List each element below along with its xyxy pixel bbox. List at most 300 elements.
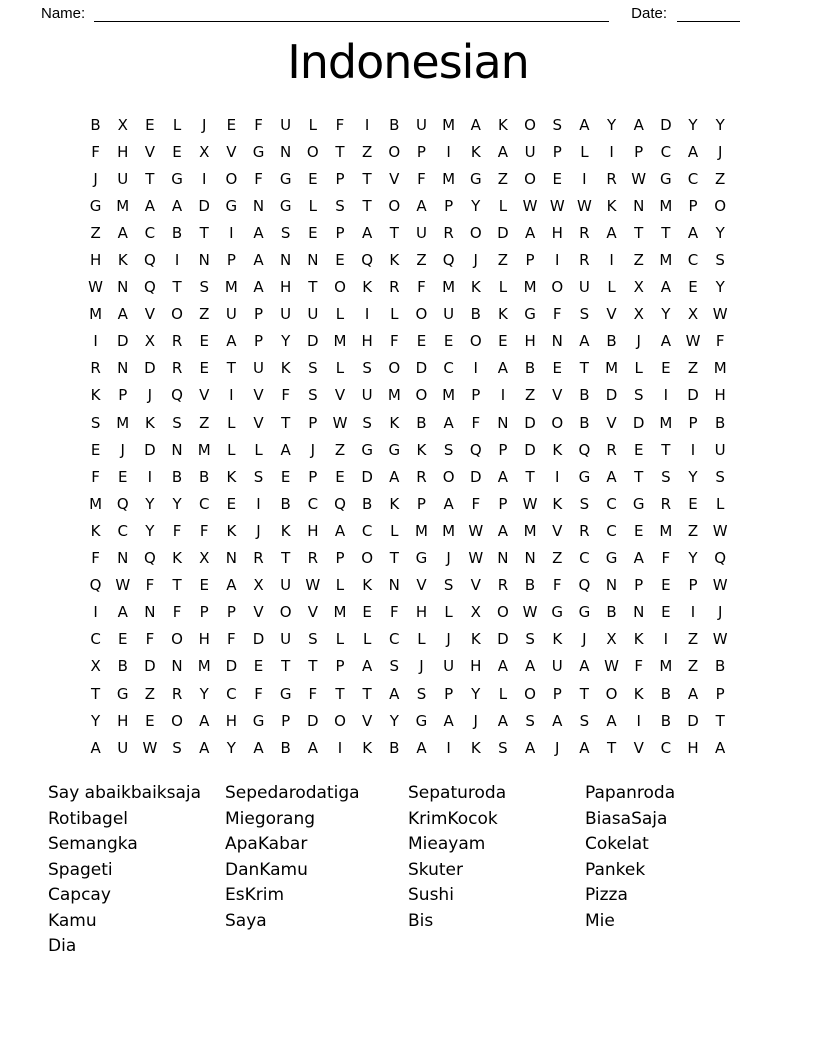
grid-cell: T (281, 657, 291, 676)
grid-cell: G (225, 196, 238, 215)
grid-cell: Y (715, 278, 725, 297)
grid-cell: J (446, 549, 451, 568)
grid-cell: G (171, 169, 183, 188)
word-list-item: Dia (48, 936, 77, 956)
grid-cell: K (144, 413, 155, 432)
grid-cell: Q (442, 251, 455, 270)
grid-cell: N (171, 440, 183, 459)
grid-cell: A (579, 115, 590, 134)
grid-cell: P (335, 223, 345, 242)
grid-cell: O (388, 359, 401, 378)
grid-cell: J (446, 630, 451, 649)
grid-cell: A (253, 738, 264, 757)
grid-cell: I (201, 169, 207, 188)
grid-cell: I (364, 115, 370, 134)
grid-cell: M (442, 278, 456, 297)
grid-cell: T (362, 169, 372, 188)
grid-cell: C (443, 359, 454, 378)
grid-cell: Z (90, 223, 101, 242)
grid-cell: T (715, 711, 725, 730)
grid-cell: D (116, 332, 129, 351)
grid-cell: F (199, 521, 209, 540)
grid-cell: S (308, 630, 318, 649)
word-list-item: Capcay (48, 885, 111, 905)
grid-cell: P (634, 576, 644, 595)
grid-cell: E (335, 467, 345, 486)
grid-cell: E (172, 142, 182, 161)
grid-cell: S (172, 738, 182, 757)
grid-cell: K (280, 359, 291, 378)
grid-cell: S (308, 359, 318, 378)
grid-cell: N (225, 549, 237, 568)
grid-cell: A (687, 142, 699, 161)
grid-cell: S (335, 196, 345, 215)
grid-cell: D (524, 413, 536, 432)
grid-cell: Y (226, 738, 236, 757)
grid-cell: G (660, 169, 672, 188)
grid-cell: T (389, 549, 399, 568)
grid-cell: Q (361, 251, 374, 270)
grid-cell: Z (715, 169, 726, 188)
grid-cell: W (142, 738, 158, 757)
grid-cell: Q (116, 494, 129, 513)
word-list-item: Sepedarodatiga (225, 783, 360, 803)
grid-cell: O (361, 549, 374, 568)
grid-cell: B (606, 332, 617, 351)
grid-cell: T (606, 738, 617, 757)
grid-cell: D (144, 440, 156, 459)
grid-cell: I (555, 251, 560, 270)
grid-cell: V (606, 413, 617, 432)
grid-cell: V (552, 386, 563, 405)
grid-cell: E (335, 251, 345, 270)
grid-cell: E (199, 359, 209, 378)
grid-cell: P (552, 684, 562, 703)
puzzle-title: Indonesian (287, 35, 529, 89)
grid-cell: H (280, 278, 292, 297)
grid-cell: N (171, 657, 183, 676)
grid-cell: D (632, 413, 645, 432)
grid-cell: R (606, 169, 617, 188)
grid-cell: Y (90, 711, 101, 730)
grid-cell: A (362, 223, 373, 242)
grid-cell: F (227, 630, 236, 649)
grid-cell: L (498, 684, 508, 703)
grid-cell: J (636, 332, 641, 351)
grid-cell: A (253, 251, 264, 270)
grid-cell: D (687, 386, 699, 405)
grid-cell: Y (606, 115, 617, 134)
grid-cell: E (226, 115, 237, 134)
grid-cell: E (633, 521, 644, 540)
grid-cell: Z (199, 413, 210, 432)
grid-cell: I (663, 630, 669, 649)
grid-cell: G (469, 169, 482, 188)
grid-cell: W (332, 413, 348, 432)
grid-cell: K (280, 521, 291, 540)
grid-cell: U (117, 738, 129, 757)
grid-cell: V (470, 576, 481, 595)
grid-cell: Y (688, 467, 698, 486)
grid-cell: A (389, 467, 400, 486)
grid-cell: X (253, 576, 264, 595)
grid-cell: J (256, 521, 261, 540)
word-list-column (408, 781, 585, 960)
grid-cell: L (634, 359, 643, 378)
grid-cell: G (361, 440, 373, 459)
grid-cell: K (633, 684, 644, 703)
word-list-item: BiasaSaja (585, 808, 668, 829)
grid-cell: B (660, 711, 671, 730)
grid-cell: U (280, 630, 292, 649)
grid-cell: K (552, 494, 563, 513)
grid-cell: V (362, 711, 373, 730)
grid-cell: I (690, 440, 696, 459)
grid-cell: C (389, 630, 400, 649)
grid-cell: S (579, 711, 590, 730)
grid-cell: M (659, 413, 673, 432)
grid-cell: K (90, 521, 101, 540)
grid-cell: H (361, 332, 373, 351)
grid-cell: Y (471, 196, 481, 215)
grid-cell: A (715, 738, 726, 757)
grid-cell: T (281, 413, 291, 432)
grid-cell: T (634, 467, 644, 486)
grid-cell: H (687, 738, 699, 757)
grid-cell: R (171, 332, 183, 351)
grid-cell: S (389, 657, 400, 676)
grid-cell: E (498, 332, 508, 351)
grid-cell: B (361, 494, 373, 513)
word-list-item: DanKamu (225, 859, 308, 880)
grid-cell: X (633, 305, 644, 324)
grid-cell: A (497, 711, 509, 730)
word-list-item: EsKrim (225, 885, 285, 905)
grid-cell: C (307, 494, 319, 513)
word-list-item: Saya (225, 910, 267, 931)
grid-cell: Q (578, 440, 591, 459)
grid-cell: A (117, 223, 128, 242)
grid-cell: S (525, 630, 535, 649)
grid-cell: P (525, 251, 535, 270)
grid-cell: X (470, 603, 481, 622)
grid-cell: B (579, 386, 590, 405)
grid-cell: V (416, 576, 427, 595)
grid-cell: I (446, 142, 451, 161)
grid-cell: Y (199, 684, 209, 703)
grid-cell: A (470, 115, 481, 134)
grid-cell: X (199, 142, 210, 161)
grid-cell: D (415, 359, 428, 378)
grid-cell: B (199, 467, 210, 486)
grid-cell: Y (471, 684, 481, 703)
grid-cell: X (687, 305, 699, 324)
grid-cell: Y (145, 494, 155, 513)
grid-cell: O (524, 115, 536, 134)
grid-cell: A (253, 223, 264, 242)
grid-cell: U (443, 657, 455, 676)
grid-cell: V (552, 521, 563, 540)
grid-cell: M (659, 657, 673, 676)
grid-cell: L (498, 196, 508, 215)
word-list-item: Miegorang (225, 808, 316, 829)
grid-cell: J (717, 603, 723, 622)
grid-cell: G (279, 196, 292, 215)
grid-cell: A (633, 115, 644, 134)
grid-cell: A (660, 278, 671, 297)
grid-cell: D (660, 115, 672, 134)
grid-cell: T (525, 467, 535, 486)
grid-cell: M (224, 278, 238, 297)
grid-cell: Z (362, 142, 373, 161)
grid-cell: F (634, 657, 644, 676)
word-list-item: Bis (408, 910, 434, 931)
grid-cell: M (523, 521, 537, 540)
grid-cell: A (226, 576, 237, 595)
grid-cell: A (307, 738, 318, 757)
date-label: Date: (631, 5, 667, 22)
grid-cell: F (389, 603, 399, 622)
grid-cell: T (362, 684, 372, 703)
grid-cell: T (90, 684, 101, 703)
grid-cell: F (471, 494, 481, 513)
grid-cell: E (416, 332, 427, 351)
grid-cell: C (660, 142, 672, 161)
grid-cell: F (661, 549, 671, 568)
grid-cell: N (307, 251, 319, 270)
grid-cell: Q (143, 549, 156, 568)
grid-cell: T (308, 657, 318, 676)
grid-cell: R (443, 223, 454, 242)
grid-cell: A (552, 711, 563, 730)
grid-cell: L (335, 630, 345, 649)
grid-cell: U (361, 386, 373, 405)
grid-cell: F (389, 332, 399, 351)
grid-cell: I (609, 142, 614, 161)
grid-cell: A (389, 684, 400, 703)
grid-cell: C (687, 251, 699, 270)
grid-cell: S (498, 738, 508, 757)
grid-cell: X (144, 332, 156, 351)
grid-cell: W (115, 576, 131, 595)
grid-cell: D (307, 711, 319, 730)
grid-cell: M (197, 657, 211, 676)
word-list-item: Say abaikbaiksaja (48, 783, 202, 803)
grid-cell: S (253, 467, 264, 486)
grid-cell: A (606, 467, 617, 486)
grid-cell: E (688, 278, 698, 297)
grid-cell: U (714, 440, 726, 459)
grid-cell: K (362, 576, 373, 595)
grid-cell: H (524, 332, 536, 351)
grid-cell: C (606, 521, 617, 540)
grid-cell: K (470, 738, 481, 757)
grid-cell: W (576, 196, 592, 215)
date-blank-line (677, 6, 740, 22)
grid-cell: L (390, 521, 399, 540)
grid-cell: V (633, 738, 644, 757)
grid-cell: L (308, 115, 317, 134)
grid-cell: L (390, 305, 399, 324)
grid-cell: E (661, 576, 671, 595)
grid-cell: Q (714, 549, 727, 568)
grid-cell: G (524, 305, 536, 324)
grid-cell: O (225, 169, 238, 188)
grid-cell: S (579, 305, 590, 324)
grid-cell: H (307, 521, 319, 540)
grid-cell: G (632, 494, 645, 513)
grid-cell: E (362, 603, 372, 622)
word-list-column (225, 781, 408, 960)
grid-cell: A (144, 196, 156, 215)
grid-cell: R (579, 223, 590, 242)
grid-cell: V (389, 169, 400, 188)
grid-cell: P (253, 305, 264, 324)
grid-cell: I (364, 305, 370, 324)
grid-cell: G (116, 684, 129, 703)
grid-cell: F (335, 115, 345, 134)
grid-cell: W (712, 630, 728, 649)
name-label: Name: (41, 5, 86, 22)
grid-cell: Q (143, 251, 156, 270)
grid-cell: N (144, 603, 156, 622)
grid-cell: C (226, 684, 237, 703)
grid-cell: Z (416, 251, 427, 270)
grid-cell: M (659, 196, 673, 215)
grid-cell: P (688, 413, 698, 432)
grid-cell: K (389, 413, 400, 432)
grid-cell: Z (199, 305, 210, 324)
grid-cell: N (280, 251, 292, 270)
grid-cell: A (226, 332, 237, 351)
grid-cell: R (389, 278, 400, 297)
grid-cell: F (417, 169, 426, 188)
grid-cell: D (225, 657, 238, 676)
grid-cell: U (443, 305, 455, 324)
grid-cell: G (578, 467, 591, 486)
grid-cell: F (552, 305, 562, 324)
grid-cell: N (524, 549, 536, 568)
grid-cell: E (90, 440, 101, 459)
grid-cell: B (524, 359, 536, 378)
grid-cell: B (470, 305, 481, 324)
grid-cell: H (714, 386, 726, 405)
worksheet-header (41, 5, 740, 22)
grid-cell: P (226, 251, 236, 270)
grid-cell: C (144, 223, 156, 242)
grid-cell: A (280, 440, 291, 459)
word-list-item: Cokelat (585, 834, 649, 854)
grid-cell: E (253, 657, 264, 676)
grid-cell: P (335, 549, 345, 568)
grid-cell: D (307, 332, 319, 351)
grid-cell: D (252, 630, 265, 649)
grid-cell: K (633, 630, 644, 649)
grid-cell: F (471, 413, 481, 432)
word-list-item: Mieayam (408, 834, 486, 854)
grid-cell: U (307, 305, 319, 324)
grid-cell: U (117, 169, 129, 188)
grid-cell: Y (688, 549, 698, 568)
grid-cell: O (279, 603, 292, 622)
grid-cell: F (308, 684, 318, 703)
grid-cell: S (715, 251, 725, 270)
grid-cell: T (661, 223, 671, 242)
grid-cell: Y (389, 711, 399, 730)
grid-cell: K (498, 305, 508, 324)
grid-cell: A (199, 711, 210, 730)
grid-cell: P (281, 711, 291, 730)
grid-cell: J (93, 169, 98, 188)
grid-cell: B (660, 684, 671, 703)
grid-cell: E (552, 359, 562, 378)
word-list-item: ApaKabar (225, 834, 308, 854)
grid-cell: K (362, 278, 373, 297)
grid-cell: F (254, 684, 263, 703)
grid-cell: A (687, 223, 699, 242)
grid-cell: R (90, 359, 101, 378)
grid-cell: K (416, 440, 427, 459)
grid-cell: W (88, 278, 103, 297)
grid-cell: E (199, 332, 209, 351)
grid-cell: Y (715, 223, 725, 242)
grid-cell: S (416, 684, 427, 703)
grid-cell: S (308, 386, 318, 405)
grid-cell: A (443, 413, 454, 432)
grid-cell: W (712, 305, 728, 324)
grid-cell: U (415, 115, 427, 134)
grid-cell: P (444, 684, 454, 703)
grid-cell: I (609, 251, 614, 270)
grid-cell: G (578, 603, 591, 622)
grid-cell: E (117, 467, 128, 486)
grid-cell: W (549, 196, 565, 215)
grid-cell: A (253, 278, 264, 297)
grid-cell: A (199, 738, 210, 757)
grid-cell: O (714, 196, 727, 215)
grid-cell: I (93, 332, 98, 351)
grid-cell: E (308, 223, 318, 242)
grid-cell: B (90, 115, 101, 134)
grid-cell: M (333, 332, 347, 351)
grid-cell: O (469, 332, 482, 351)
grid-cell: B (280, 494, 291, 513)
grid-cell: Z (524, 386, 536, 405)
grid-cell: F (172, 521, 182, 540)
grid-cell: J (310, 440, 316, 459)
grid-cell: E (226, 494, 237, 513)
grid-cell: R (416, 467, 427, 486)
grid-cell: M (659, 521, 673, 540)
grid-cell: L (335, 305, 345, 324)
grid-cell: A (579, 657, 590, 676)
grid-cell: U (280, 305, 292, 324)
grid-cell: S (633, 386, 644, 405)
grid-cell: M (116, 413, 130, 432)
grid-cell: L (444, 603, 453, 622)
grid-cell: Z (687, 521, 699, 540)
grid-cell: H (198, 630, 210, 649)
grid-cell: K (552, 630, 563, 649)
grid-cell: Z (497, 251, 509, 270)
grid-cell: V (199, 386, 210, 405)
grid-cell: W (604, 657, 619, 676)
grid-cell: P (226, 603, 236, 622)
grid-cell: B (416, 413, 427, 432)
grid-cell: P (253, 332, 264, 351)
grid-cell: H (470, 657, 482, 676)
grid-cell: B (389, 115, 400, 134)
